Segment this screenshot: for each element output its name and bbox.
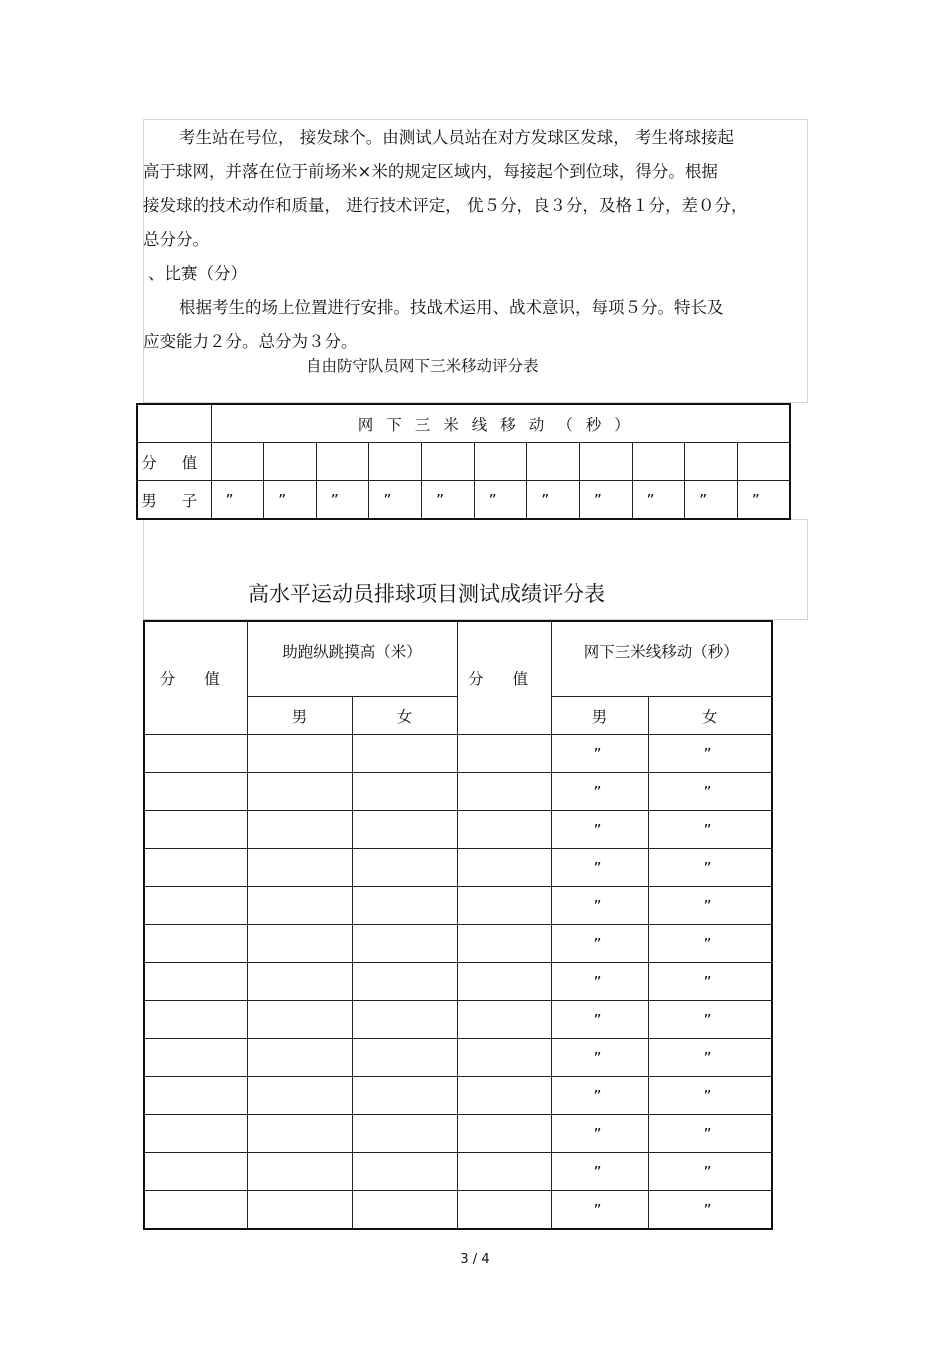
table-cell <box>247 963 352 1001</box>
move-male-mark: ” <box>551 849 648 887</box>
table-cell <box>352 963 457 1001</box>
move-female-mark: ” <box>648 925 772 963</box>
move-female-mark: ” <box>648 1039 772 1077</box>
table-cell <box>144 887 247 925</box>
table-row <box>144 1001 772 1039</box>
table-cell <box>247 1115 352 1153</box>
table-cell <box>144 735 247 773</box>
table-cell <box>144 1153 247 1191</box>
table-cell <box>144 1191 247 1230</box>
table2-title: 高水平运动员排球项目测试成绩评分表 <box>248 582 605 606</box>
table-cell <box>352 849 457 887</box>
table1-male-mark: ” <box>685 481 738 520</box>
move-male-mark: ” <box>551 963 648 1001</box>
table-cell <box>457 963 551 1001</box>
table-cell <box>144 849 247 887</box>
table-cell <box>457 735 551 773</box>
table-cell <box>457 1039 551 1077</box>
move-male-mark: ” <box>551 773 648 811</box>
table-cell <box>144 1001 247 1039</box>
move-female-mark: ” <box>648 1153 772 1191</box>
table-row <box>144 1191 772 1230</box>
table-cell <box>352 887 457 925</box>
table1-corner-cell <box>137 404 211 443</box>
paragraph-line: 考生站在号位， 接发球个。由测试人员站在对方发球区发球， 考生将球接起 <box>179 128 734 147</box>
sub-header-male: 男 <box>247 697 352 735</box>
table1-male-mark: ” <box>527 481 580 520</box>
table1-score-cell <box>316 443 369 481</box>
move-female-mark: ” <box>648 1115 772 1153</box>
table-cell <box>144 925 247 963</box>
move-female-mark: ” <box>648 963 772 1001</box>
table-cell <box>352 1115 457 1153</box>
table1-male-mark: ” <box>264 481 317 520</box>
table-cell <box>352 925 457 963</box>
table-cell <box>457 887 551 925</box>
paragraph-line: 根据考生的场上位置进行安排。技战术运用、战术意识，每项５分。特长及 <box>179 298 724 317</box>
table-cell <box>457 1001 551 1039</box>
page-number: 3 / 4 <box>460 1252 490 1267</box>
table1-score-cell <box>579 443 632 481</box>
move-male-mark: ” <box>551 1001 648 1039</box>
table-cell <box>457 925 551 963</box>
col-header-score: 分 值 <box>144 621 247 735</box>
table-cell <box>144 773 247 811</box>
table-row <box>144 1039 772 1077</box>
move-male-mark: ” <box>551 811 648 849</box>
move-female-mark: ” <box>648 1001 772 1039</box>
table-cell <box>352 1001 457 1039</box>
table-cell <box>247 1001 352 1039</box>
table1-score-cell <box>369 443 422 481</box>
table1-male-mark: ” <box>316 481 369 520</box>
move-female-mark: ” <box>648 1077 772 1115</box>
sub-header-female: 女 <box>352 697 457 735</box>
table-cell <box>352 811 457 849</box>
table1-male-mark: ” <box>579 481 632 520</box>
row-label-score: 分 值 <box>137 443 211 481</box>
table-row <box>144 849 772 887</box>
libero-movement-table <box>136 403 791 520</box>
table-row <box>144 963 772 1001</box>
paragraph-line: 总分分。 <box>143 230 209 249</box>
table1-row-male <box>137 481 790 520</box>
move-female-mark: ” <box>648 849 772 887</box>
paragraph-line: 高于球网，并落在位于前场米×米的规定区域内，每接起个到位球，得分。根据 <box>143 162 718 181</box>
table-cell <box>144 811 247 849</box>
table-cell <box>457 811 551 849</box>
row-label-male: 男 子 <box>137 481 211 520</box>
table1-score-cell <box>527 443 580 481</box>
section-heading-match: 、比赛（分） <box>148 264 247 283</box>
table-cell <box>144 1115 247 1153</box>
table-cell <box>247 1191 352 1230</box>
move-male-mark: ” <box>551 1153 648 1191</box>
table1-score-cell <box>211 443 264 481</box>
move-male-mark: ” <box>551 1039 648 1077</box>
table-row <box>144 735 772 773</box>
table1-male-mark: ” <box>422 481 475 520</box>
paragraph-line: 应变能力２分。总分为３分。 <box>143 332 358 351</box>
table-cell <box>247 1077 352 1115</box>
move-female-mark: ” <box>648 811 772 849</box>
table-cell <box>352 735 457 773</box>
table-cell <box>352 1153 457 1191</box>
move-male-mark: ” <box>551 735 648 773</box>
col-header-score-2: 分 值 <box>457 621 551 735</box>
move-female-mark: ” <box>648 1191 772 1230</box>
table1-score-cell <box>632 443 685 481</box>
table-cell <box>247 811 352 849</box>
table1-header: 网下三米线移动（秒） <box>211 404 790 443</box>
table-cell <box>247 1039 352 1077</box>
move-male-mark: ” <box>551 925 648 963</box>
col-header-move: 网下三米线移动（秒） <box>551 621 772 697</box>
table1-score-cell <box>422 443 475 481</box>
table-cell <box>352 773 457 811</box>
table-row <box>144 811 772 849</box>
table-cell <box>247 849 352 887</box>
table-cell <box>247 925 352 963</box>
table-row <box>144 1153 772 1191</box>
table-cell <box>457 1153 551 1191</box>
table1-score-cell <box>737 443 790 481</box>
table-row <box>144 773 772 811</box>
table-cell <box>352 1077 457 1115</box>
table-cell <box>457 1115 551 1153</box>
table-cell <box>352 1039 457 1077</box>
table1-male-mark: ” <box>211 481 264 520</box>
col-header-jump: 助跑纵跳摸高（米） <box>247 621 457 697</box>
table-cell <box>247 735 352 773</box>
table-row <box>144 1115 772 1153</box>
table1-score-cell <box>264 443 317 481</box>
table-cell <box>457 1077 551 1115</box>
table1-male-mark: ” <box>369 481 422 520</box>
table-cell <box>144 1039 247 1077</box>
move-male-mark: ” <box>551 1191 648 1230</box>
table-cell <box>247 773 352 811</box>
table1-score-cell <box>474 443 527 481</box>
sub-header-female: 女 <box>648 697 772 735</box>
paragraph-line: 接发球的技术动作和质量， 进行技术评定， 优５分，良３分，及格１分，差０分， <box>143 196 748 215</box>
table-cell <box>247 1153 352 1191</box>
move-female-mark: ” <box>648 735 772 773</box>
table1-male-mark: ” <box>737 481 790 520</box>
table-cell <box>457 849 551 887</box>
table-cell <box>457 1191 551 1230</box>
table1-male-mark: ” <box>632 481 685 520</box>
table-cell <box>144 1077 247 1115</box>
table1-male-mark: ” <box>474 481 527 520</box>
table1-row-score <box>137 443 790 481</box>
table-cell <box>352 1191 457 1230</box>
table1-caption: 自由防守队员网下三米移动评分表 <box>306 357 539 375</box>
table-cell <box>457 773 551 811</box>
table-row <box>144 1077 772 1115</box>
volleyball-score-table <box>143 620 773 1230</box>
move-male-mark: ” <box>551 1115 648 1153</box>
table1-score-cell <box>685 443 738 481</box>
sub-header-male: 男 <box>551 697 648 735</box>
move-female-mark: ” <box>648 887 772 925</box>
table-cell <box>144 963 247 1001</box>
move-female-mark: ” <box>648 773 772 811</box>
move-male-mark: ” <box>551 1077 648 1115</box>
move-male-mark: ” <box>551 887 648 925</box>
table-cell <box>247 887 352 925</box>
paragraph-receive <box>143 121 808 359</box>
table-row <box>144 887 772 925</box>
table-row <box>144 925 772 963</box>
